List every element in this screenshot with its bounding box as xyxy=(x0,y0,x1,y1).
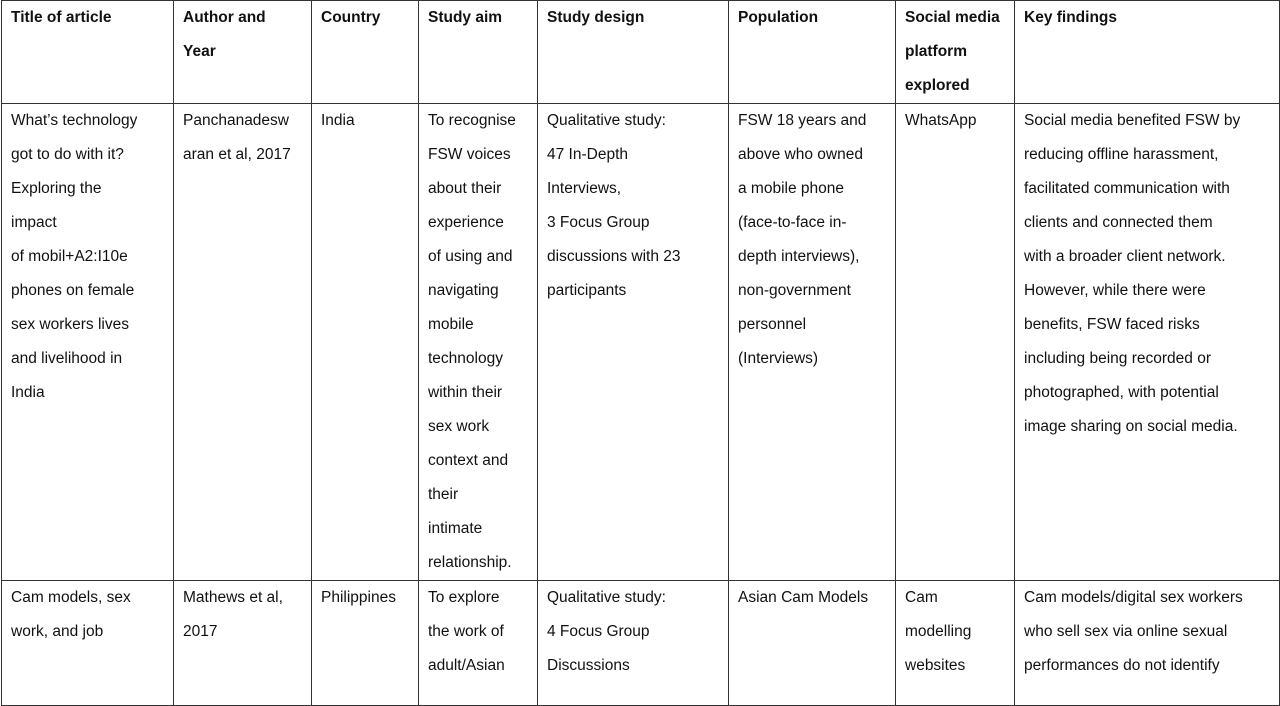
header-title xyxy=(2,1,174,104)
text-line: 3 Focus Group xyxy=(547,214,650,231)
text-line: Panchanadesw xyxy=(183,112,289,129)
text-line: To explore xyxy=(428,589,500,606)
text-line: 47 In-Depth xyxy=(547,146,628,163)
literature-review-table xyxy=(1,0,1280,706)
text-line: FSW 18 years and xyxy=(738,112,867,129)
text-line: technology xyxy=(428,350,503,367)
text-line: Qualitative study: xyxy=(547,589,666,606)
table-row xyxy=(2,104,1280,581)
text-line: mobile xyxy=(428,316,474,333)
text-line: about their xyxy=(428,180,502,197)
text-line: context and xyxy=(428,452,509,469)
text-line: reducing offline harassment, xyxy=(1024,146,1219,163)
text-line: participants xyxy=(547,282,627,299)
text-line: got to do with it? xyxy=(11,146,124,163)
cell-author-year xyxy=(174,104,312,581)
text-line: sex work xyxy=(428,418,490,435)
text-line: sex workers lives xyxy=(11,316,129,333)
header-study-aim xyxy=(419,1,538,104)
text-line: modelling xyxy=(905,623,972,640)
cell-study-design xyxy=(538,581,729,706)
text-line: Study aim xyxy=(428,9,503,26)
text-line: 4 Focus Group xyxy=(547,623,650,640)
text-line: discussions with 23 xyxy=(547,248,681,265)
text-line: WhatsApp xyxy=(905,112,977,129)
cell-study-aim xyxy=(419,104,538,581)
cell-country xyxy=(312,581,419,706)
text-line: photographed, with potential xyxy=(1024,384,1219,401)
header-platform xyxy=(896,1,1015,104)
text-line: clients and connected them xyxy=(1024,214,1213,231)
text-line: Exploring the xyxy=(11,180,102,197)
text-line: Cam models/digital sex workers xyxy=(1024,589,1243,606)
text-line: performances do not identify xyxy=(1024,657,1220,674)
text-line: facilitated communication with xyxy=(1024,180,1230,197)
text-line: Discussions xyxy=(547,657,630,674)
text-line: aran et al, 2017 xyxy=(183,146,291,163)
text-line: explored xyxy=(905,77,970,94)
cell-key-findings xyxy=(1015,581,1280,706)
text-line: websites xyxy=(905,657,966,674)
text-line: navigating xyxy=(428,282,499,299)
text-line: Qualitative study: xyxy=(547,112,666,129)
text-line: Social media xyxy=(905,9,1000,26)
header-population xyxy=(729,1,896,104)
text-line: above who owned xyxy=(738,146,863,163)
cell-population xyxy=(729,104,896,581)
text-line: adult/Asian xyxy=(428,657,505,674)
text-line: non-government xyxy=(738,282,851,299)
text-line: What’s technology xyxy=(11,112,138,129)
text-line: Social media benefited FSW by xyxy=(1024,112,1241,129)
text-line: Mathews et al, xyxy=(183,589,283,606)
text-line: including being recorded or xyxy=(1024,350,1211,367)
text-line: FSW voices xyxy=(428,146,511,163)
cell-study-aim xyxy=(419,581,538,706)
text-line: Population xyxy=(738,9,819,26)
text-line: Asian Cam Models xyxy=(738,589,869,606)
header-key-findings xyxy=(1015,1,1280,104)
text-line: of mobil+A2:I10e xyxy=(11,248,128,265)
text-line: 2017 xyxy=(183,623,218,640)
header-row xyxy=(2,1,1280,104)
text-line: intimate xyxy=(428,520,483,537)
text-line: platform xyxy=(905,43,967,60)
text-line: phones on female xyxy=(11,282,135,299)
cell-key-findings xyxy=(1015,104,1280,581)
text-line: the work of xyxy=(428,623,504,640)
text-line: with a broader client network. xyxy=(1024,248,1226,265)
cell-population xyxy=(729,581,896,706)
text-line: (face-to-face in- xyxy=(738,214,847,231)
cell-title xyxy=(2,104,174,581)
text-line: Study design xyxy=(547,9,645,26)
cell-study-design xyxy=(538,104,729,581)
text-line: Author and xyxy=(183,9,266,26)
text-line: benefits, FSW faced risks xyxy=(1024,316,1200,333)
text-line: relationship. xyxy=(428,554,512,571)
header-study-design xyxy=(538,1,729,104)
table-row xyxy=(2,581,1280,706)
cell-title xyxy=(2,581,174,706)
text-line: and livelihood in xyxy=(11,350,123,367)
text-line: who sell sex via online sexual xyxy=(1024,623,1228,640)
cell-platform xyxy=(896,581,1015,706)
cell-author-year xyxy=(174,581,312,706)
text-line: Title of article xyxy=(11,9,112,26)
text-line: their xyxy=(428,486,459,503)
header-author-year xyxy=(174,1,312,104)
text-line: image sharing on social media. xyxy=(1024,418,1238,435)
text-line: Cam models, sex xyxy=(11,589,131,606)
text-line: Cam xyxy=(905,589,938,606)
text-line: work, and job xyxy=(11,623,104,640)
cell-platform xyxy=(896,104,1015,581)
text-line: Year xyxy=(183,43,216,60)
cell-country xyxy=(312,104,419,581)
header-country xyxy=(312,1,419,104)
text-line: However, while there were xyxy=(1024,282,1206,299)
text-line: impact xyxy=(11,214,57,231)
text-line: personnel xyxy=(738,316,807,333)
text-line: India xyxy=(321,112,355,129)
text-line: experience xyxy=(428,214,504,231)
text-line: (Interviews) xyxy=(738,350,819,367)
text-line: Country xyxy=(321,9,381,26)
text-line: depth interviews), xyxy=(738,248,860,265)
text-line: Interviews, xyxy=(547,180,622,197)
text-line: To recognise xyxy=(428,112,516,129)
text-line: a mobile phone xyxy=(738,180,844,197)
text-line: Key findings xyxy=(1024,9,1118,26)
text-line: within their xyxy=(428,384,503,401)
text-line: India xyxy=(11,384,45,401)
text-line: of using and xyxy=(428,248,513,265)
text-line: Philippines xyxy=(321,589,396,606)
